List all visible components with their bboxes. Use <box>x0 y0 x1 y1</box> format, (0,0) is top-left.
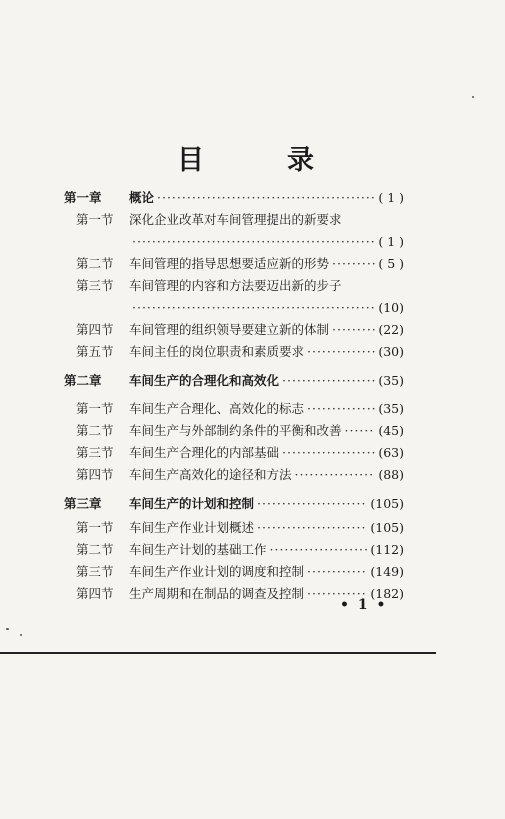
entry-page: ( 5 ) <box>378 256 404 271</box>
entry-title-line <box>129 232 404 252</box>
toc-title: 目 录 <box>177 145 342 176</box>
entry-title: 车间管理的内容和方法要迈出新的步子 <box>129 278 342 293</box>
leader-dots <box>332 320 375 340</box>
section-label: 第一节 <box>76 520 114 535</box>
toc-section-row[interactable] <box>64 399 404 419</box>
section-label: 第二节 <box>76 256 114 271</box>
entry-title-line <box>129 518 404 538</box>
section-label: 第四节 <box>76 467 114 482</box>
scan-speck <box>6 628 9 630</box>
toc-chapter-row[interactable] <box>64 371 404 391</box>
chapter-label: 第二章 <box>64 373 102 388</box>
page-number: • 1 • <box>340 597 388 613</box>
entry-title: 车间主任的岗位职责和素质要求 <box>129 344 305 359</box>
entry-page: ( 1 ) <box>378 234 404 249</box>
entry-page: (182) <box>370 586 404 601</box>
scan-speck <box>472 96 474 98</box>
section-label: 第四节 <box>76 586 114 601</box>
leader-dots <box>257 518 367 538</box>
section-label: 第二节 <box>76 542 114 557</box>
entry-title-line <box>129 421 404 441</box>
leader-dots <box>307 562 367 582</box>
bottom-rule <box>0 652 436 654</box>
entry-title: 车间生产合理化、高效化的标志 <box>129 401 305 416</box>
entry-title: 车间生产与外部制约条件的平衡和改善 <box>129 423 342 438</box>
section-label: 第一节 <box>76 401 114 416</box>
entry-title-line <box>129 210 404 230</box>
entry-title: 车间生产合理化的内部基础 <box>129 445 280 460</box>
chapter-label: 第一章 <box>64 190 102 205</box>
entry-page: (88) <box>378 467 404 482</box>
toc-section-row[interactable] <box>64 320 404 340</box>
section-label: 第三节 <box>76 564 114 579</box>
entry-title: 车间生产的合理化和高效化 <box>129 373 280 388</box>
entry-page: (105) <box>370 496 404 511</box>
leader-dots <box>257 494 367 514</box>
entry-title: 车间管理的组织领导要建立新的体制 <box>129 322 330 337</box>
entry-title: 车间生产高效化的途径和方法 <box>129 467 292 482</box>
entry-title: 生产周期和在制品的调查及控制 <box>129 586 305 601</box>
entry-title-line <box>129 254 404 274</box>
entry-page: (30) <box>378 344 404 359</box>
entry-title-line <box>129 540 404 560</box>
toc-section-row[interactable] <box>64 518 404 538</box>
entry-page: (105) <box>370 520 404 535</box>
section-label: 第二节 <box>76 423 114 438</box>
toc-section-row[interactable] <box>64 254 404 274</box>
entry-title-line <box>129 371 404 391</box>
entry-title: 车间生产的计划和控制 <box>129 496 255 511</box>
leader-dots <box>157 188 375 208</box>
toc-section-row[interactable] <box>64 443 404 463</box>
toc-chapter-row[interactable] <box>64 188 404 208</box>
entry-title-line <box>129 494 404 514</box>
entry-title-line <box>129 465 404 485</box>
toc-section-row[interactable] <box>64 421 404 441</box>
entry-title: 车间生产作业计划概述 <box>129 520 255 535</box>
toc-section-row[interactable] <box>64 562 404 582</box>
toc-section-row[interactable] <box>64 232 404 252</box>
entry-page: ( 1 ) <box>378 190 404 205</box>
toc-section-row[interactable] <box>64 276 404 296</box>
leader-dots <box>132 298 375 318</box>
leader-dots <box>332 254 375 274</box>
toc-section-row[interactable] <box>64 342 404 362</box>
entry-title-line <box>129 320 404 340</box>
entry-title: 概论 <box>129 190 155 205</box>
section-label: 第三节 <box>76 278 114 293</box>
toc-section-row[interactable] <box>64 465 404 485</box>
entry-title: 车间生产计划的基础工作 <box>129 542 267 557</box>
entry-page: (112) <box>370 542 404 557</box>
entry-title-line <box>129 443 404 463</box>
entry-title-line <box>129 298 404 318</box>
entry-page: (149) <box>370 564 404 579</box>
entry-page: (63) <box>378 445 404 460</box>
entry-page: (35) <box>378 401 404 416</box>
toc-section-row[interactable] <box>64 210 404 230</box>
entry-title: 车间生产作业计划的调度和控制 <box>129 564 305 579</box>
entry-title-line <box>129 276 404 296</box>
leader-dots <box>282 371 375 391</box>
toc-section-row[interactable] <box>64 298 404 318</box>
entry-page: (35) <box>378 373 404 388</box>
entry-title: 车间管理的指导思想要适应新的形势 <box>129 256 330 271</box>
entry-title-line <box>129 399 404 419</box>
scan-speck <box>20 634 22 636</box>
entry-page: (45) <box>378 423 404 438</box>
section-label: 第三节 <box>76 445 114 460</box>
leader-dots <box>307 342 375 362</box>
entry-title-line <box>129 188 404 208</box>
entry-title-line <box>129 562 404 582</box>
leader-dots <box>270 540 368 560</box>
entry-page: (22) <box>378 322 404 337</box>
section-label: 第五节 <box>76 344 114 359</box>
section-label: 第一节 <box>76 212 114 227</box>
section-label: 第四节 <box>76 322 114 337</box>
leader-dots <box>132 232 375 252</box>
leader-dots <box>295 465 376 485</box>
entry-title-line <box>129 342 404 362</box>
leader-dots <box>282 443 375 463</box>
toc-section-row[interactable] <box>64 540 404 560</box>
leader-dots <box>345 421 376 441</box>
toc-chapter-row[interactable] <box>64 494 404 514</box>
entry-title: 深化企业改革对车间管理提出的新要求 <box>129 212 342 227</box>
entry-page: (10) <box>378 300 404 315</box>
chapter-label: 第三章 <box>64 496 102 511</box>
leader-dots <box>307 399 375 419</box>
